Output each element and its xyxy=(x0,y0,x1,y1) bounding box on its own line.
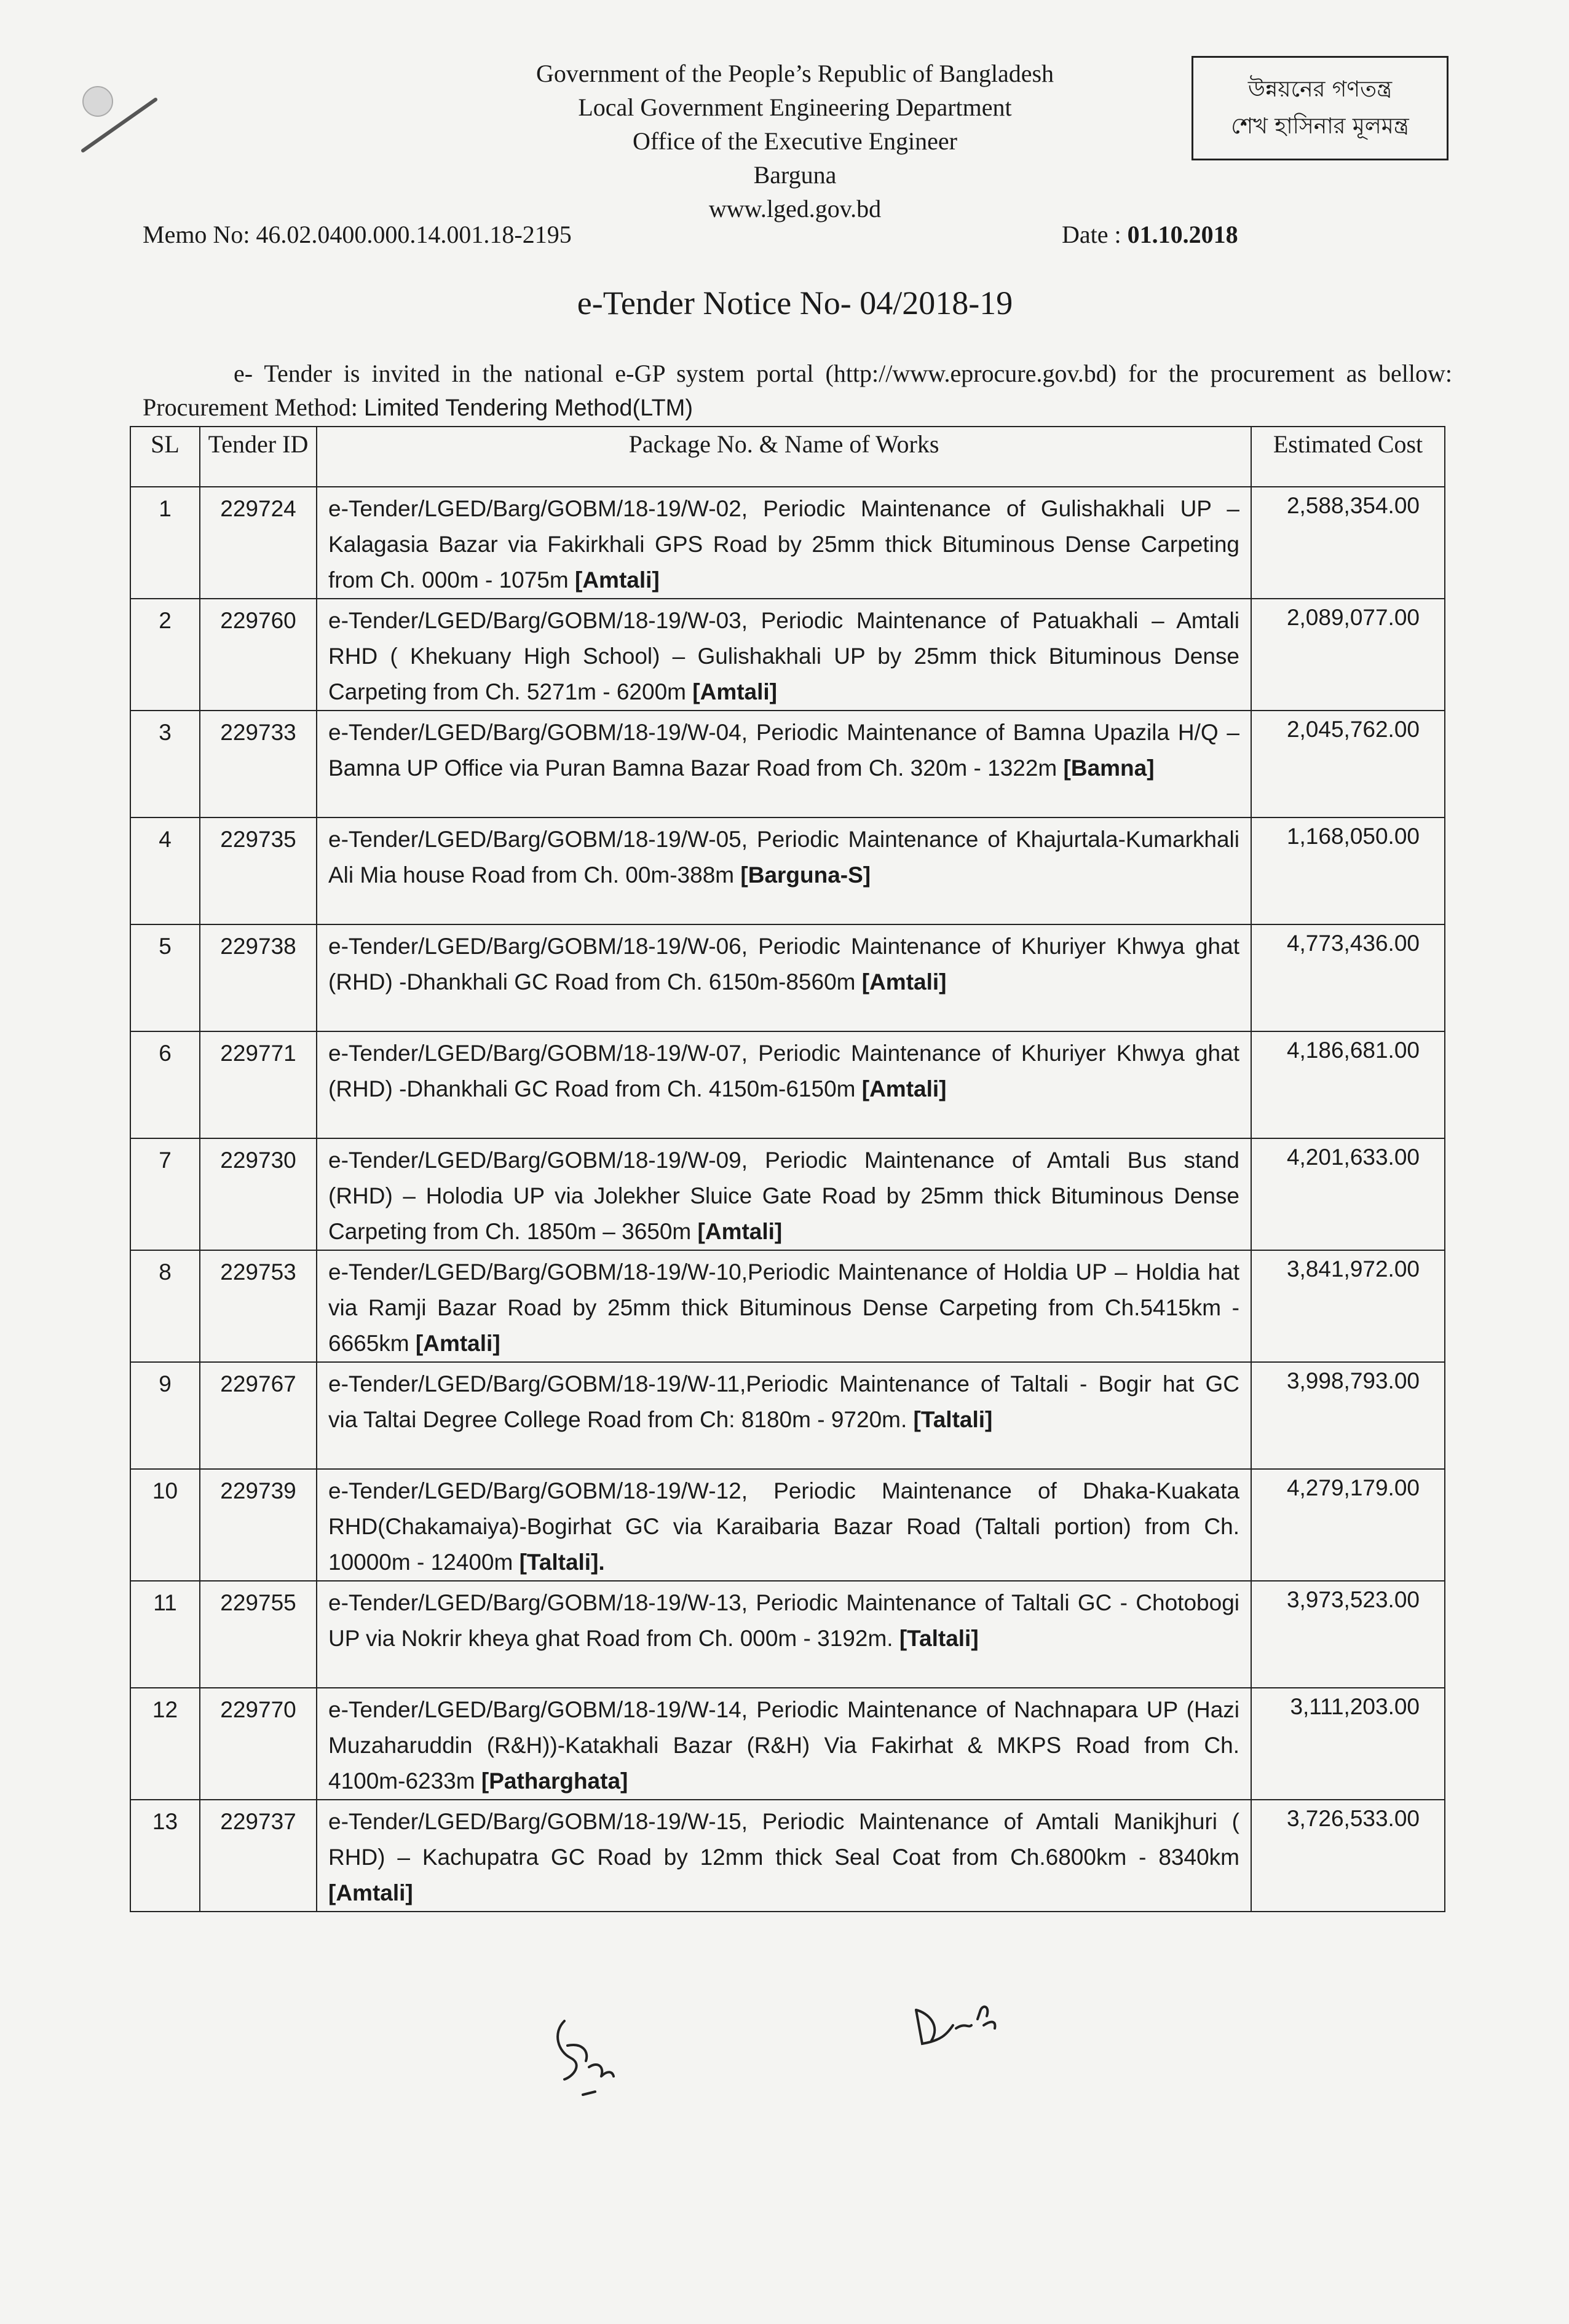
header-sl: SL xyxy=(130,427,200,487)
cell-package xyxy=(317,817,1251,924)
intro-paragraph xyxy=(143,356,1452,425)
header-line-location: Barguna xyxy=(753,161,837,189)
table-row xyxy=(130,1688,1445,1800)
package-text: e-Tender/LGED/Barg/GOBM/18-19/W-14, Periodic Maintenance of Nachnapara UP (Hazi Muzaharuddin (R&H))-Katakhali Bazar (R&H) Via Fakirhat & MKPS Road from Ch. 4100m-6233m xyxy=(328,1697,1239,1794)
cell-tender-id: 229755 xyxy=(200,1581,317,1688)
package-location: [Amtali] xyxy=(575,567,660,593)
cell-sl: 13 xyxy=(130,1800,200,1912)
table-row xyxy=(130,1250,1445,1362)
cell-sl: 9 xyxy=(130,1362,200,1469)
table-row xyxy=(130,1469,1445,1581)
package-location: [Patharghata] xyxy=(481,1768,628,1794)
cell-package xyxy=(317,1138,1251,1250)
package-text: e-Tender/LGED/Barg/GOBM/18-19/W-06, Periodic Maintenance of Khuriyer Khwya ghat (RHD) -Dhankhali GC Road from Ch. 6150m-8560m xyxy=(328,934,1239,995)
cell-estimated-cost: 4,773,436.00 xyxy=(1251,924,1445,1031)
cell-package xyxy=(317,924,1251,1031)
package-location: [Bamna] xyxy=(1063,755,1155,781)
package-text: e-Tender/LGED/Barg/GOBM/18-19/W-02, Periodic Maintenance of Gulishakhali UP – Kalagasia Bazar via Fakirkhali GPS Road by 25mm thick Bituminous Dense Carpeting from Ch. 000m - 1075m xyxy=(328,496,1239,593)
header-package: Package No. & Name of Works xyxy=(317,427,1251,487)
date-label: Date : xyxy=(1062,221,1128,248)
package-location: [Taltali]. xyxy=(519,1550,605,1575)
cell-package xyxy=(317,599,1251,711)
cell-sl: 8 xyxy=(130,1250,200,1362)
cell-sl: 4 xyxy=(130,817,200,924)
cell-tender-id: 229770 xyxy=(200,1688,317,1800)
cell-tender-id: 229771 xyxy=(200,1031,317,1138)
cell-estimated-cost: 3,111,203.00 xyxy=(1251,1688,1445,1800)
cell-sl: 7 xyxy=(130,1138,200,1250)
package-location: [Amtali] xyxy=(328,1880,413,1905)
package-location: [Amtali] xyxy=(861,1076,947,1101)
table-row xyxy=(130,711,1445,817)
slogan-line-1: উন্নয়নের গণতন্ত্র xyxy=(1247,77,1393,102)
package-location: [Barguna-S] xyxy=(740,862,871,888)
cell-package xyxy=(317,1469,1251,1581)
cell-estimated-cost: 2,045,762.00 xyxy=(1251,711,1445,817)
package-location: [Amtali] xyxy=(697,1219,783,1244)
procurement-method: Limited Tendering Method(LTM) xyxy=(363,395,693,421)
table-row xyxy=(130,1800,1445,1912)
cell-sl: 3 xyxy=(130,711,200,817)
cell-estimated-cost: 4,201,633.00 xyxy=(1251,1138,1445,1250)
package-text: e-Tender/LGED/Barg/GOBM/18-19/W-13, Periodic Maintenance of Taltali GC - Chotobogi UP via Nokrir kheya ghat Road from Ch. 000m - 3192m. xyxy=(328,1590,1239,1651)
cell-package xyxy=(317,1250,1251,1362)
cell-tender-id: 229753 xyxy=(200,1250,317,1362)
cell-tender-id: 229724 xyxy=(200,487,317,599)
cell-package xyxy=(317,487,1251,599)
cell-estimated-cost: 2,089,077.00 xyxy=(1251,599,1445,711)
cell-package xyxy=(317,1031,1251,1138)
cell-tender-id: 229730 xyxy=(200,1138,317,1250)
signature-1 xyxy=(540,2009,632,2101)
cell-package xyxy=(317,1362,1251,1469)
cell-estimated-cost: 3,841,972.00 xyxy=(1251,1250,1445,1362)
tender-table xyxy=(130,426,1445,1912)
header-estimated-cost: Estimated Cost xyxy=(1251,427,1445,487)
date-value: 01.10.2018 xyxy=(1127,221,1238,248)
cell-tender-id: 229735 xyxy=(200,817,317,924)
cell-estimated-cost: 2,588,354.00 xyxy=(1251,487,1445,599)
package-location: [Amtali] xyxy=(692,679,778,704)
notice-title: e-Tender Notice No- 04/2018-19 xyxy=(577,285,1013,321)
cell-sl: 10 xyxy=(130,1469,200,1581)
cell-tender-id: 229733 xyxy=(200,711,317,817)
table-header-row xyxy=(130,427,1445,487)
cell-sl: 1 xyxy=(130,487,200,599)
table-row xyxy=(130,817,1445,924)
cell-sl: 12 xyxy=(130,1688,200,1800)
cell-tender-id: 229738 xyxy=(200,924,317,1031)
package-text: e-Tender/LGED/Barg/GOBM/18-19/W-11,Periodic Maintenance of Taltali - Bogir hat GC via Taltai Degree College Road from Ch: 8180m - 9720m. xyxy=(328,1371,1239,1432)
cell-estimated-cost: 3,998,793.00 xyxy=(1251,1362,1445,1469)
cell-estimated-cost: 1,168,050.00 xyxy=(1251,817,1445,924)
package-text: e-Tender/LGED/Barg/GOBM/18-19/W-12, Periodic Maintenance of Dhaka-Kuakata RHD(Chakamaiya)-Bogirhat GC via Karaibaria Bazar Road (Taltali portion) from Ch. 10000m - 12400m xyxy=(328,1478,1239,1575)
table-row xyxy=(130,1581,1445,1688)
cell-package xyxy=(317,1581,1251,1688)
table-row xyxy=(130,1138,1445,1250)
cell-sl: 6 xyxy=(130,1031,200,1138)
memo-number: Memo No: 46.02.0400.000.14.001.18-2195 xyxy=(143,221,572,248)
cell-sl: 2 xyxy=(130,599,200,711)
cell-sl: 11 xyxy=(130,1581,200,1688)
package-text: e-Tender/LGED/Barg/GOBM/18-19/W-10,Periodic Maintenance of Holdia UP – Holdia hat via Ramji Bazar Road by 25mm thick Bituminous Dense Carpeting from Ch.5415km - 6665km xyxy=(328,1259,1239,1356)
package-text: e-Tender/LGED/Barg/GOBM/18-19/W-05, Periodic Maintenance of Khajurtala-Kumarkhali Ali Mia house Road from Ch. 00m-388m xyxy=(328,827,1239,888)
table-row xyxy=(130,1031,1445,1138)
slogan-line-2: শেখ হাসিনার মূলমন্ত্র xyxy=(1231,114,1409,139)
slogan-box xyxy=(1192,56,1448,160)
cell-tender-id: 229760 xyxy=(200,599,317,711)
header-line-office: Office of the Executive Engineer xyxy=(633,127,957,155)
package-location: [Amtali] xyxy=(415,1331,500,1356)
cell-estimated-cost: 4,186,681.00 xyxy=(1251,1031,1445,1138)
signature-2 xyxy=(910,1991,1021,2059)
header-line-department: Local Government Engineering Department xyxy=(578,93,1012,121)
cell-tender-id: 229737 xyxy=(200,1800,317,1912)
package-location: [Taltali] xyxy=(899,1626,979,1651)
package-text: e-Tender/LGED/Barg/GOBM/18-19/W-04, Periodic Maintenance of Bamna Upazila H/Q – Bamna UP Office via Puran Bamna Bazar Road from Ch. 320m - 1322m xyxy=(328,720,1239,781)
cell-tender-id: 229767 xyxy=(200,1362,317,1469)
header-tender-id: Tender ID xyxy=(200,427,317,487)
cell-estimated-cost: 3,726,533.00 xyxy=(1251,1800,1445,1912)
header-line-website: www.lged.gov.bd xyxy=(708,195,882,223)
tender-rows xyxy=(130,487,1445,1912)
cell-package xyxy=(317,1800,1251,1912)
package-text: e-Tender/LGED/Barg/GOBM/18-19/W-09, Periodic Maintenance of Amtali Bus stand (RHD) – Holodia UP via Jolekher Sluice Gate Road by 25mm thick Bituminous Dense Carpeting from Ch. 1850m – 3650m xyxy=(328,1148,1239,1244)
package-location: [Taltali] xyxy=(913,1407,993,1432)
package-text: e-Tender/LGED/Barg/GOBM/18-19/W-15, Periodic Maintenance of Amtali Manikjhuri ( RHD) – Kachupatra GC Road by 12mm thick Seal Coat from Ch.6800km - 8340km xyxy=(328,1809,1239,1870)
cell-package xyxy=(317,1688,1251,1800)
cell-estimated-cost: 4,279,179.00 xyxy=(1251,1469,1445,1581)
cell-sl: 5 xyxy=(130,924,200,1031)
package-location: [Amtali] xyxy=(861,969,947,995)
table-row xyxy=(130,487,1445,599)
notice-date xyxy=(1062,220,1238,249)
table-row xyxy=(130,924,1445,1031)
package-text: e-Tender/LGED/Barg/GOBM/18-19/W-03, Periodic Maintenance of Patuakhali – Amtali RHD ( Khekuany High School) – Gulishakhali UP by 25mm thick Bituminous Dense Carpeting from Ch. 5271m - 6200m xyxy=(328,608,1239,704)
table-row xyxy=(130,599,1445,711)
intro-text: e- Tender is invited in the national e-GP system portal (http://www.eprocure.gov.bd) for the procurement as bellow: Procurement Method: xyxy=(143,360,1452,421)
table-row xyxy=(130,1362,1445,1469)
header-line-government: Government of the People’s Republic of Bangladesh xyxy=(536,60,1054,87)
cell-package xyxy=(317,711,1251,817)
cell-tender-id: 229739 xyxy=(200,1469,317,1581)
cell-estimated-cost: 3,973,523.00 xyxy=(1251,1581,1445,1688)
package-text: e-Tender/LGED/Barg/GOBM/18-19/W-07, Periodic Maintenance of Khuriyer Khwya ghat (RHD) -Dhankhali GC Road from Ch. 4150m-6150m xyxy=(328,1041,1239,1101)
